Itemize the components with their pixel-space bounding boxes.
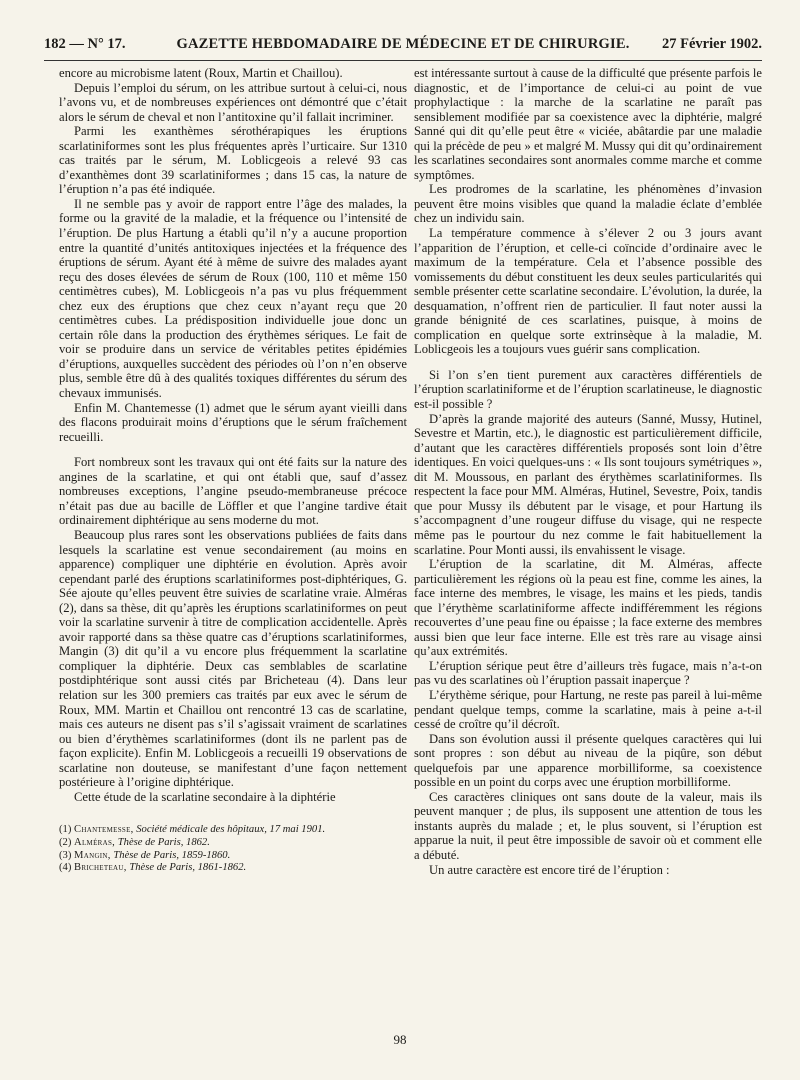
running-header: [44, 36, 762, 56]
journal-title: GAZETTE HEBDOMADAIRE DE MÉDECINE ET DE CHIRURGIE.: [176, 36, 630, 52]
paragraph: La température commence à s’élever 2 ou 3 jours avant l’apparition de l’éruption, et celle-ci coïncide d’ordinaire avec le maximum de la température. Cela et l’absence possible des vomissements du début constituent les deux seules particularités qui semble présenter cette scarlatine secondaire. L’évolution, la durée, la desquamation, n’offrent rien de particulier. Il faut noter aussi la grande bénignité de ces scarlatines, puisque, à moins de complication en quelque sorte extrinsèque à la maladie, M. Loblicgeois les a toujours vues guérir sans complication.: [414, 226, 762, 357]
paragraph: Les prodromes de la scarlatine, les phénomènes d’invasion peuvent être moins visibles que quand la maladie éclate d’emblée chez un individu sain.: [414, 182, 762, 226]
header-rule: [44, 60, 762, 61]
paragraph: Si l’on s’en tient purement aux caractères différentiels de l’éruption scarlatiniforme et de l’éruption scarlatineuse, le diagnostic est-il possible ?: [414, 367, 762, 412]
paragraph: Fort nombreux sont les travaux qui ont été faits sur la nature des angines de la scarlatine, et qui ont établi que, sauf d’assez nombreuses exceptions, l’angine pseudo-membraneuse précoce n’était pas due au bacille de Löffler et que l’angine tardive était ordinairement diphtérique au sens moderne du mot.: [59, 455, 407, 528]
paragraph: Enfin M. Chantemesse (1) admet que le sérum ayant vieilli dans des flacons produirait moins d’éruptions que le sérum fraîchement recueilli.: [59, 400, 407, 444]
paragraph: Ces caractères cliniques ont sans doute de la valeur, mais ils peuvent manquer ; de plus, ils supposent une attention de tous les instants auprès du malade ; et, le plus souvent, si l’éruption est apparue la nuit, il peut être impossible de savoir où et comment elle a débuté.: [414, 789, 762, 862]
paragraph: est intéressante surtout à cause de la difficulté que présente parfois le diagnostic, et de l’importance de celui-ci au point de vue prophylactique : la marche de la scarlatine ne paraît pas sensiblement modifiée par sa coexistence avec la diphtérie, malgré Sanné qui dit qu’elle peut être « viciée, abâtardie par une maladie qui la précède de peu » et malgré M. Mussy qui dit qu’ordinairement les scarlatines secondaires sont anormales comme marche et comme symptômes.: [414, 66, 762, 182]
paragraph: D’après la grande majorité des auteurs (Sanné, Mussy, Hutinel, Sevestre et Martin, etc.), le diagnostic est particulièrement difficile, d’autant que les caractères différentiels proposés sont loin d’être identiques. En voici quelques-uns : « Ils sont toujours symétriques », dit M. Moussous, en parlant des érythèmes scarlatiniformes. Ils respectent la face pour MM. Alméras, Hutinel, Sevestre, Poix, tandis que pour Mussy ils débutent par le visage, et pour Hartung ils s’accompagnent d’une rougeur diffuse du visage, qui ne respecte même pas le pourtour du nez comme le fait habituellement la scarlatine. Pour Monti aussi, ils envahissent le visage.: [414, 411, 762, 557]
footnote: (1) Chantemesse, Société médicale des hôpitaux, 17 mai 1901.: [59, 824, 326, 836]
page-and-issue-number: 182 — N° 17.: [44, 36, 126, 52]
left-column: [59, 66, 407, 1012]
paragraph: Depuis l’emploi du sérum, on les attribue surtout à celui-ci, nous l’avons vu, et de nombreuses expériences ont démontré que c’était alors le sérum de cheval et non l’antitoxine qu’il fallait incriminer.: [59, 80, 407, 124]
paragraph: Un autre caractère est encore tiré de l’éruption :: [429, 862, 670, 877]
paragraph: L’éruption de la scarlatine, dit M. Alméras, affecte particulièrement les régions où la peau est fine, comme les aines, la face interne des membres, le visage, les mains et les pieds, tandis que l’érythème scarlatiniforme affecte indifféremment les régions recouvertes d’une peau fine ou épaisse ; la face externe des membres aussi bien que leur face interne. Elle est très rare au visage ainsi qu’aux extrémités.: [414, 557, 762, 659]
paragraph: L’éruption sérique peut être d’ailleurs très fugace, mais n’a-t-on pas vu des scarlatines où l’éruption passait inaperçue ?: [414, 658, 762, 688]
footnote: (3) Mangin, Thèse de Paris, 1859-1860.: [59, 849, 231, 861]
right-column: [414, 66, 762, 1012]
footnote: (4) Bricheteau, Thèse de Paris, 1861-1862.: [59, 862, 247, 874]
issue-date: 27 Février 1902.: [662, 36, 762, 52]
paragraph: Beaucoup plus rares sont les observations publiées de faits dans lesquels la scarlatine est venue secondairement (au moins en apparence) compliquer une diphtérie en évolution. Après avoir cependant parlé des éruptions scarlatiniformes post-diphtériques, G. Sée ajoute qu’elles peuvent être suivies de scarlatine vraie. Alméras (2), dans sa thèse, dit qu’après les éruptions scarlatiniformes on peut voir la scarlatine survenir à titre de complication accidentelle. Après avoir rapporté dans sa thèse quatre cas d’éruptions scarlatiniformes, Mangin (3) dit qu’il a vu encore plus fréquemment la scarlatine compliquer la diphtérie. Deux cas semblables de scarlatine postdiphtérique sont aussi cités par Bricheteau (4). Dans leur relation sur les 300 premiers cas traités par eux avec le sérum de Roux, MM. Martin et Chaillou ont rencontré 13 cas de scarlatine, mais ces auteurs ne disent pas s’il s’agissait vraiment de scarlatines ou bien d’érythèmes scarlatiniformes (dont ils ne parlent pas de façon explicite). Enfin M. Loblicgeois a recueilli 19 observations de scarlatine non douteuse, se manifestant d’une façon nettement postérieure à l’origine diphtérique.: [59, 527, 407, 790]
page-folio: 98: [393, 1032, 407, 1047]
footnotes: [59, 824, 407, 874]
paragraph: Dans son évolution aussi il présente quelques caractères qui lui sont propres : son début au niveau de la piqûre, son début quelquefois par une apparence morbilliforme, sa coexistence possible en un point du corps avec une éruption morbilliforme.: [414, 731, 762, 790]
footnote: (2) Alméras, Thèse de Paris, 1862.: [59, 836, 210, 848]
paragraph: L’érythème sérique, pour Hartung, ne reste pas pareil à lui-même pendant quelque temps, comme la scarlatine, mais à peine a-t-il cessé de croître qu’il décroît.: [414, 687, 762, 732]
paragraph: Parmi les exanthèmes sérothérapiques les éruptions scarlatiniformes sont les plus fréquentes après l’urticaire. Sur 1310 cas traités par le sérum, M. Loblicgeois a relevé 93 cas d’exanthèmes dont 39 scarlatiniformes ; dans 15 cas, la nature de l’éruption n’a pas été indiquée.: [59, 124, 407, 197]
paragraph: encore au microbisme latent (Roux, Martin et Chaillou).: [59, 66, 343, 80]
paragraph: Cette étude de la scarlatine secondaire à la diphtérie: [74, 789, 336, 804]
paragraph: Il ne semble pas y avoir de rapport entre l’âge des malades, la forme ou la gravité de la maladie, et la fréquence ou l’intensité de l’éruption. De plus Hartung a établi qu’il n’y a aucune proportion entre la quantité d’unités antitoxiques injectées et la fréquence des éruptions de sérum. Ayant été à même de suivre des malades ayant reçu des doses élevées de sérum de Roux (100, 110 et même 150 centimètres cubes), M. Loblicgeois n’a pas vu plus fréquemment chez eux des éruptions que chez ceux n’ayant reçu que 20 centimètres cubes. La prédisposition individuelle joue donc un certain rôle dans la production des érythèmes sériques. Le fait de voir se produire dans un service de véritables petites épidémies d’éruptions, auxquelles succèdent des périodes où l’on n’en observe plus, semble être dû à des qualités toxiques différentes du sérum des chevaux immunisés.: [59, 196, 407, 401]
